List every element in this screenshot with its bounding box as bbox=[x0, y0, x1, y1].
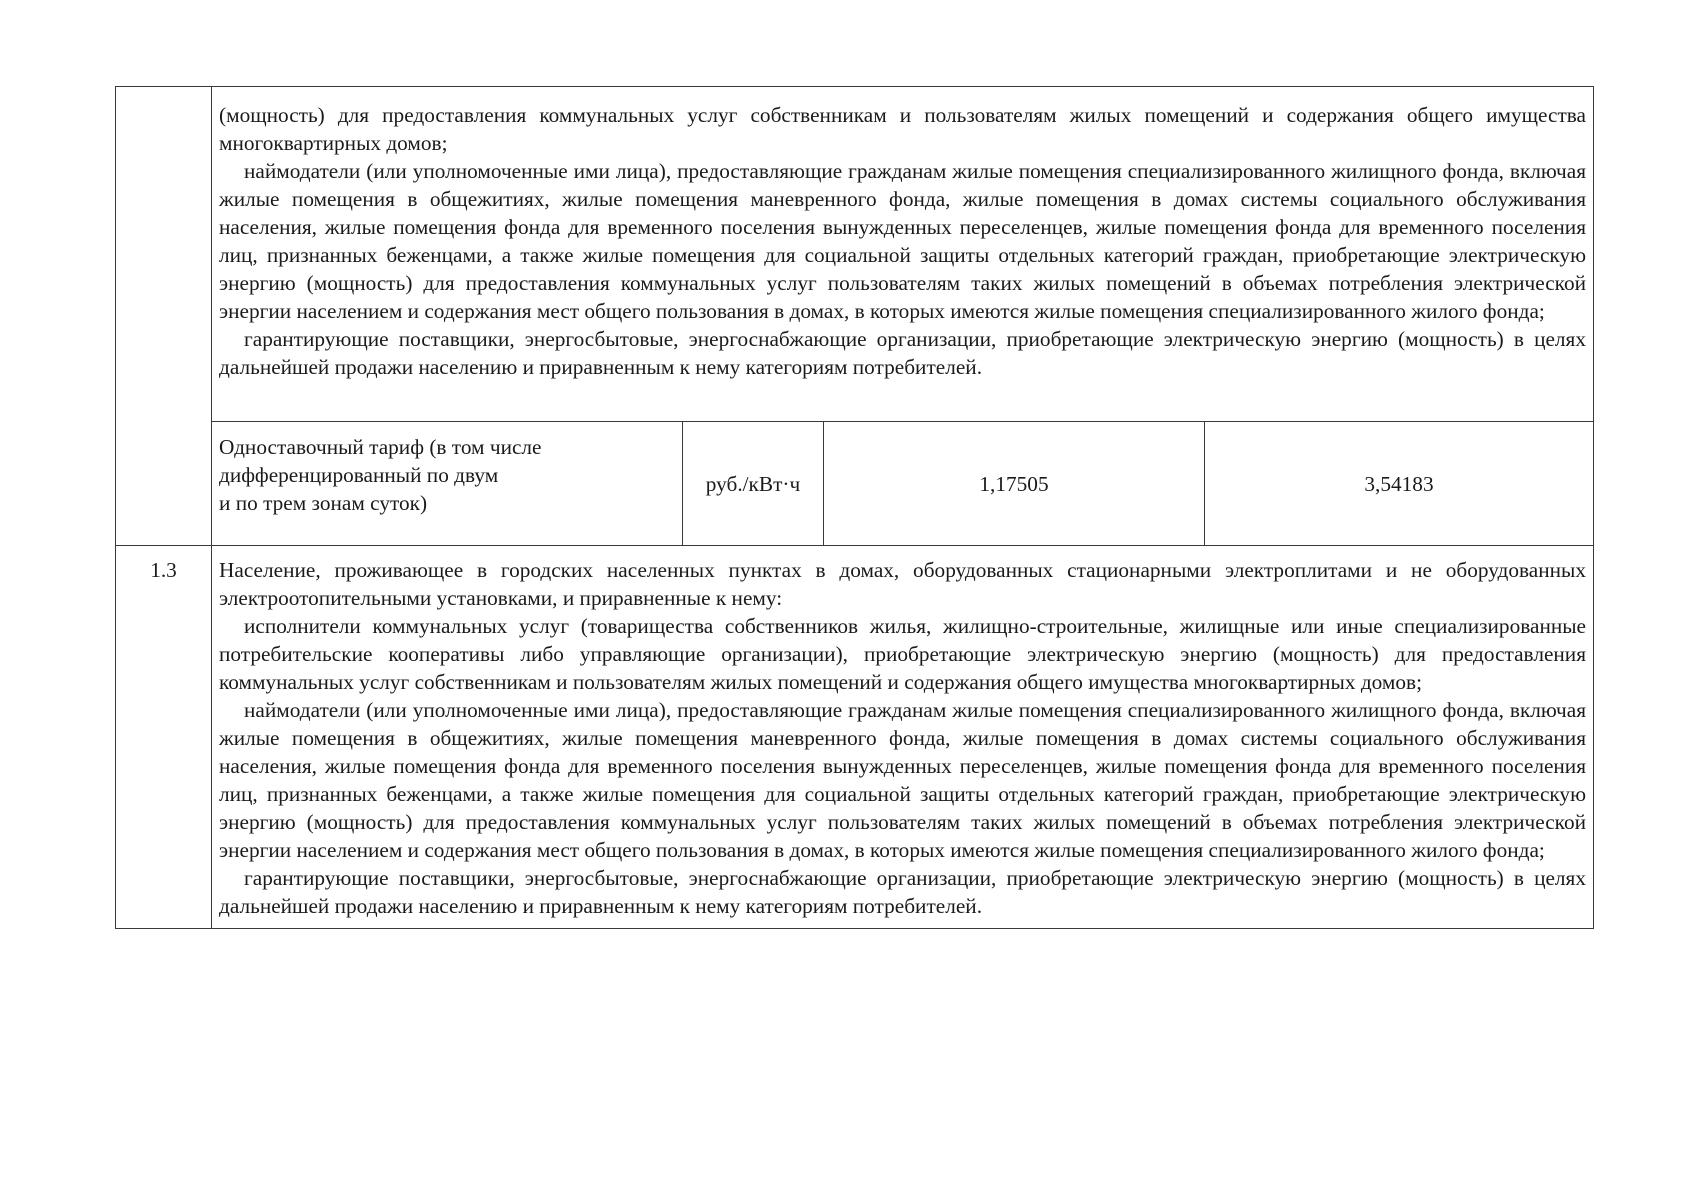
tariff-name-line: дифференцированный по двум bbox=[219, 463, 499, 487]
unit-cell: руб./кВт·ч bbox=[683, 422, 824, 546]
description-paragraph: исполнители коммунальных услуг (товарищества собственников жилья, жилищно-строительные, жилищные или иные специализированные потребительские кооперативы либо управляющие организации), приобретающие электрическую энергию (мощность) для предоставления коммунальных услуг собственникам и пользователям жилых помещений и содержания общего имущества многоквартирных домов; bbox=[219, 614, 1586, 694]
table-row-continuation bbox=[116, 87, 1594, 422]
category-description-cell bbox=[212, 546, 1594, 929]
tariff-name-line: Одноставочный тариф (в том числе bbox=[219, 435, 542, 459]
tariff-name-cell bbox=[212, 422, 683, 546]
tariff-table bbox=[115, 86, 1594, 929]
tariff-value-1-cell: 1,17505 bbox=[824, 422, 1205, 546]
description-paragraph: гарантирующие поставщики, энергосбытовые, энергоснабжающие организации, приобретающие электрическую энергию (мощность) в целях дальнейшей продажи населению и приравненным к нему категориям потребителей. bbox=[219, 866, 1586, 918]
row-number-cell bbox=[116, 87, 212, 546]
category-description-cell bbox=[212, 87, 1594, 422]
tariff-name-line: и по трем зонам суток) bbox=[219, 491, 428, 515]
description-paragraph: наймодатели (или уполномоченные ими лица), предоставляющие гражданам жилые помещения специализированного жилищного фонда, включая жилые помещения в общежитиях, жилые помещения маневренного фонда, жилые помещения в домах системы социального обслуживания населения, жилые помещения фонда для временного поселения вынужденных переселенцев, жилые помещения фонда для временного поселения лиц, признанных беженцами, а также жилые помещения для социальной защиты отдельных категорий граждан, приобретающие электрическую энергию (мощность) для предоставления коммунальных услуг пользователям таких жилых помещений в объемах потребления электрической энергии населением и содержания мест общего пользования в домах, в которых имеются жилые помещения специализированного жилого фонда; bbox=[219, 698, 1586, 862]
row-number-cell: 1.3 bbox=[116, 546, 212, 929]
table-row-section-1-3 bbox=[116, 546, 1594, 929]
description-paragraph: наймодатели (или уполномоченные ими лица), предоставляющие гражданам жилые помещения специализированного жилищного фонда, включая жилые помещения в общежитиях, жилые помещения маневренного фонда, жилые помещения в домах системы социального обслуживания населения, жилые помещения фонда для временного поселения вынужденных переселенцев, жилые помещения фонда для временного поселения лиц, признанных беженцами, а также жилые помещения для социальной защиты отдельных категорий граждан, приобретающие электрическую энергию (мощность) для предоставления коммунальных услуг пользователям таких жилых помещений в объемах потребления электрической энергии населением и содержания мест общего пользования в домах, в которых имеются жилые помещения специализированного жилого фонда; bbox=[219, 159, 1586, 323]
tariff-value-2-cell: 3,54183 bbox=[1205, 422, 1594, 546]
description-paragraph: Население, проживающее в городских населенных пунктах в домах, оборудованных стационарными электроплитами и не оборудованных электроотопительными установками, и приравненные к нему: bbox=[219, 558, 1586, 610]
description-paragraph: (мощность) для предоставления коммунальных услуг собственникам и пользователям жилых помещений и содержания общего имущества многоквартирных домов; bbox=[219, 103, 1586, 155]
description-paragraph: гарантирующие поставщики, энергосбытовые, энергоснабжающие организации, приобретающие электрическую энергию (мощность) в целях дальнейшей продажи населению и приравненным к нему категориям потребителей. bbox=[219, 327, 1586, 379]
table-row-tariff bbox=[116, 422, 1594, 546]
